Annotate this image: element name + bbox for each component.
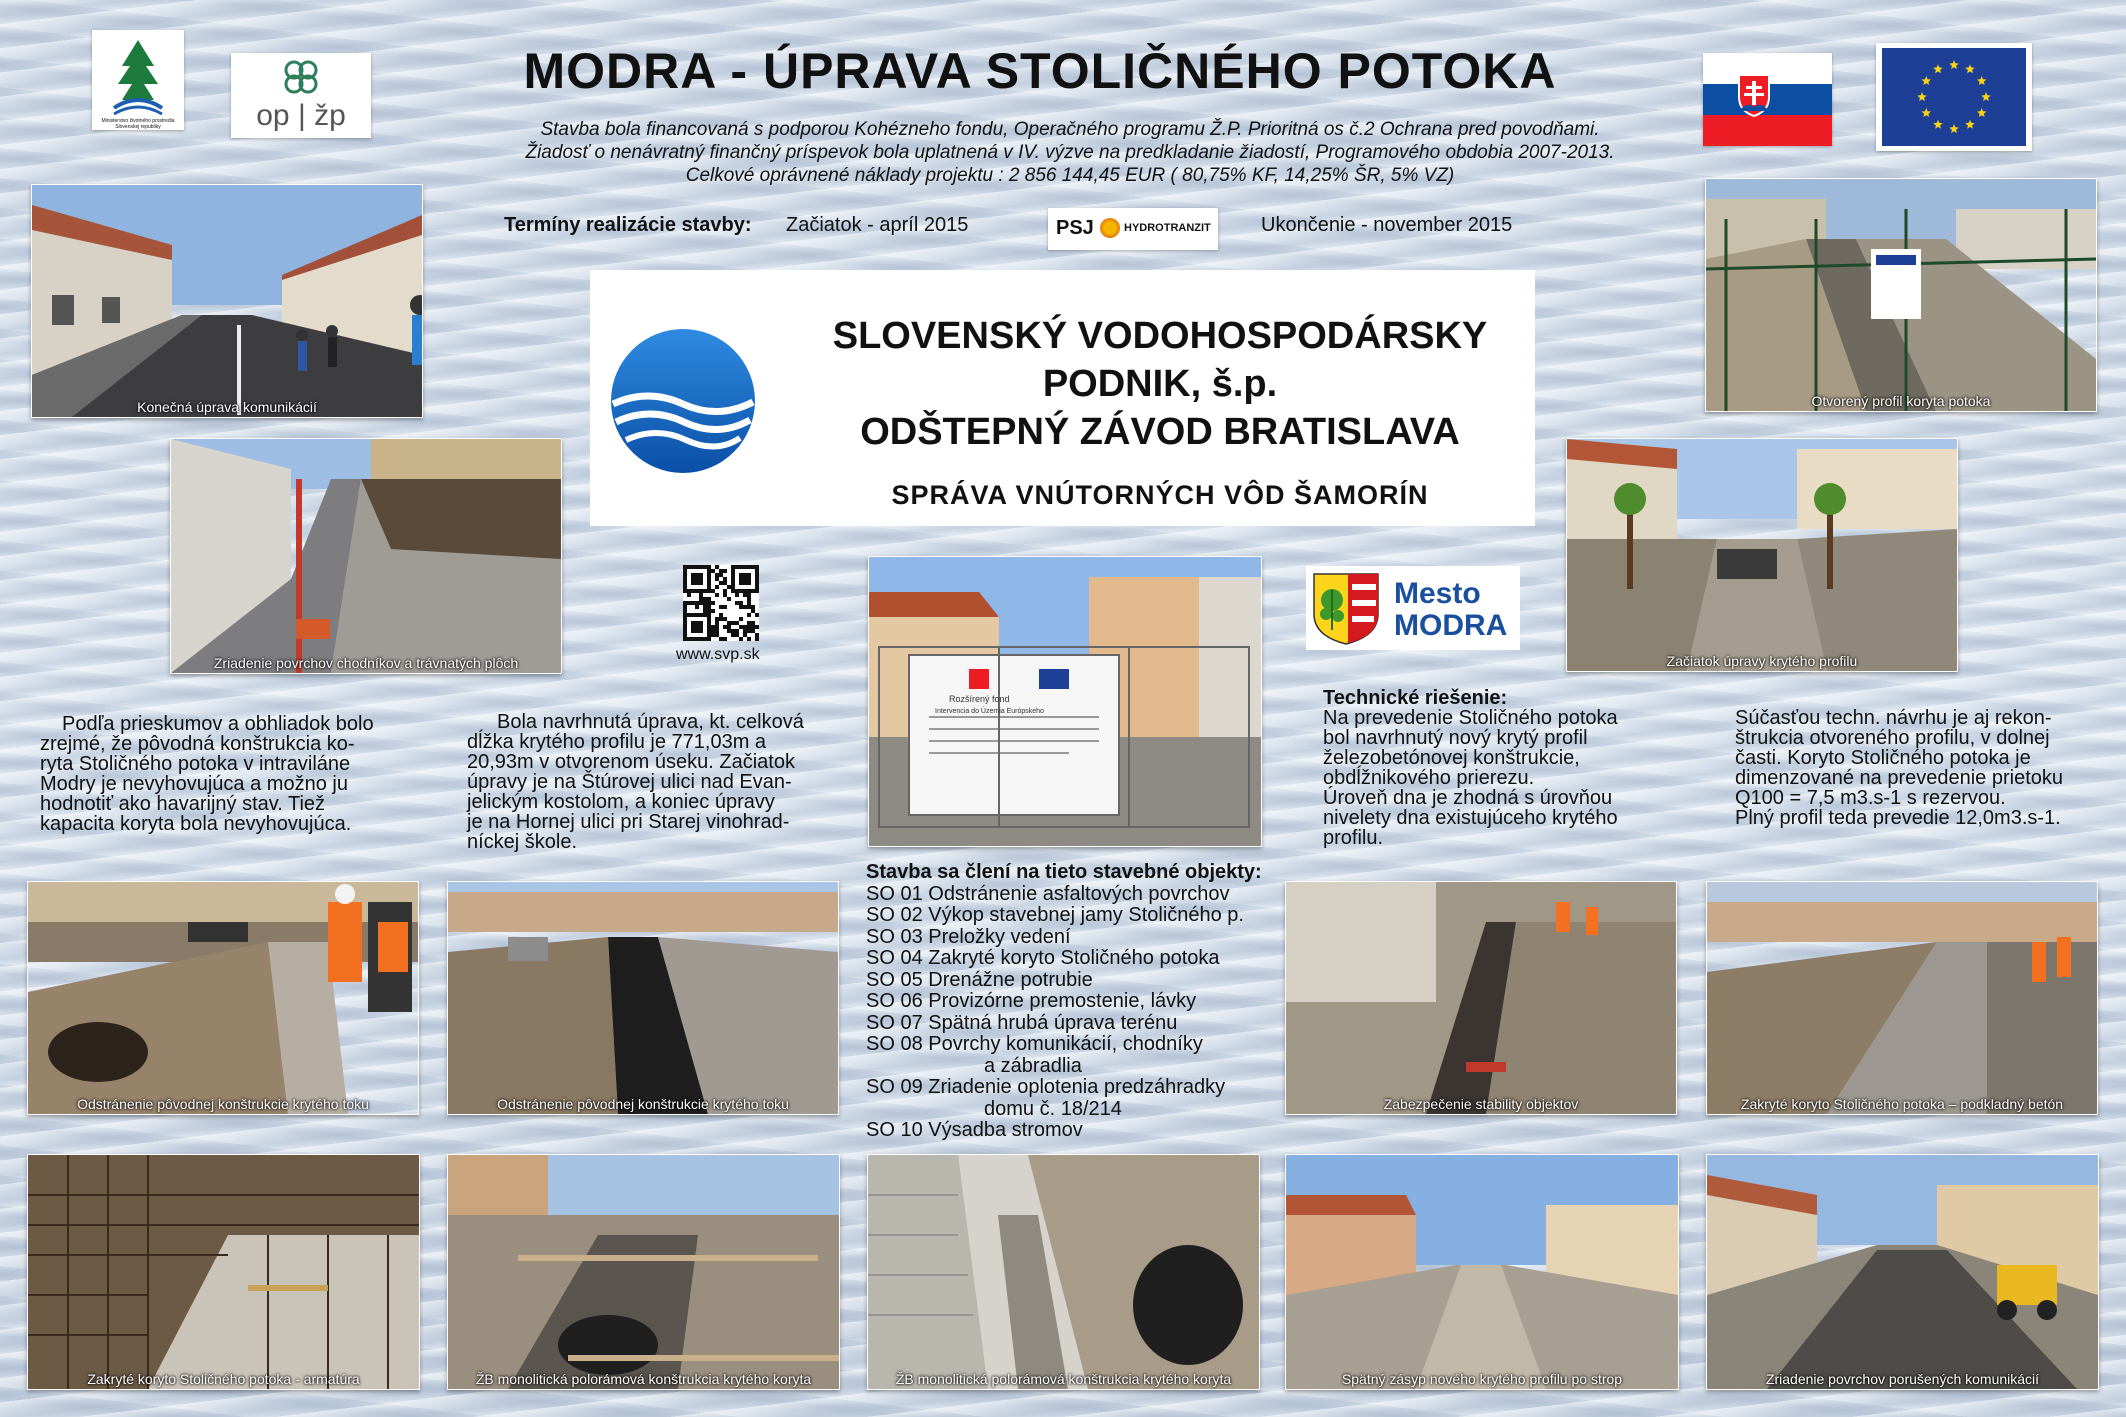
photo-frame-1 <box>447 1154 840 1390</box>
paragraph-technical: Technické riešenie: Na prevedenie Stoličného potoka bol navrhnutý nový krytý profil železobetónovej konštrukcie, obdĺžnikového prierezu. Úroveň dna je zhodná s úrovňou nivelety dna existujúceho krytého profilu. <box>1323 688 1653 848</box>
object-item: SO 07 Spätná hrubá úprava terénu <box>866 1011 1178 1034</box>
qr-code-icon <box>683 565 759 641</box>
caption-p5: Odstránenie pôvodnej konštrukcie krytého toku <box>77 1096 369 1112</box>
photo-backfill <box>1285 1154 1679 1390</box>
sign-subtitle: Intervencia do Územia Európskeho <box>935 708 1044 715</box>
caption-p8: Zakryté koryto Stoličného potoka – podkladný betón <box>1740 1096 2064 1112</box>
photo-stability <box>1285 881 1677 1115</box>
slovak-flag <box>1703 53 1832 146</box>
photo-concrete-base <box>1706 881 2098 1115</box>
caption-p4: Začiatok úpravy krytého profilu <box>1666 653 1858 669</box>
objects-header: Stavba sa člení na tieto stavebné objekty: <box>866 861 1262 883</box>
photo-road-surface <box>1706 1154 2099 1390</box>
caption-p6: Odstránenie pôvodnej konštrukcie krytého toku <box>497 1096 789 1112</box>
mesto-modra-logo: Mesto MODRA <box>1306 566 1520 650</box>
photo-sidewalk <box>170 438 562 674</box>
op-zp-logo: op | žp <box>231 53 371 138</box>
paragraph-capacity: Súčasťou techn. návrhu je aj rekon- štrukcia otvoreného profilu, v dolnej časti. Koryto Stoličného potoka je dimenzované na prevedenie prietoku Q100 = 7,5 m3.s-1 s rezervou. Plný profil teda prevedie 12,0m3.s-1. <box>1735 707 2063 829</box>
ministry-logo: Ministerstvo životného prostredia Slovenskej republiky <box>92 30 184 130</box>
object-item: SO 03 Preložky vedení <box>866 925 1071 948</box>
eu-stars-icon <box>1876 43 2032 151</box>
object-item: SO 02 Výkop stavebnej jamy Stoličného p. <box>866 904 1244 926</box>
caption-p12: Spätný zásyp nového krytého profilu po strop <box>1341 1371 1623 1387</box>
modra-coat-of-arms-icon <box>1310 570 1382 646</box>
funding-intro <box>380 118 1760 187</box>
qr-code <box>683 565 759 641</box>
object-item: SO 04 Zakryté koryto Stoličného potoka <box>866 947 1220 969</box>
svp-website-link[interactable]: www.svp.sk <box>676 646 760 663</box>
caption-p13: Zriadenie povrchov porušených komunikácií <box>1765 1371 2040 1387</box>
object-item: SO 09 Zriadenie oplotenia predzáhradky <box>866 1076 1226 1098</box>
object-item: SO 01 Odstránenie asfaltových povrchov <box>866 882 1230 905</box>
caption-p9: Zakryté koryto Stoličného potoka - armatúra <box>87 1371 360 1387</box>
object-item: a zábradlia <box>984 1054 1082 1077</box>
construction-objects-list <box>866 862 1262 1142</box>
terms-label: Termíny realizácie stavby: <box>504 214 752 236</box>
terms-end: Ukončenie - november 2015 <box>1261 214 1513 236</box>
object-item: SO 05 Drenážne potrubie <box>866 968 1093 991</box>
svp-water-icon <box>608 326 758 476</box>
photo-project-sign <box>868 556 1262 847</box>
photo-open-channel <box>1705 178 2097 412</box>
slovak-coat-of-arms-icon <box>1737 73 1771 117</box>
object-item: domu č. 18/214 <box>984 1097 1122 1120</box>
object-item: SO 06 Provizórne premostenie, lávky <box>866 990 1197 1012</box>
object-item: SO 10 Výsadba stromov <box>866 1119 1083 1141</box>
technical-heading: Technické riešenie: <box>1323 687 1508 709</box>
paragraph-design: Bola navrhnutá úprava, kt. celková dĺžka krytého profilu je 771,03m a 20,93m v otvorenom úseku. Začiatok úpravy je na Štúrovej ulici nad Evan- jelickým kostolom, a koniec úpravy je na Hornej ulici pri Starej vinohrad- níckej škole. <box>467 711 804 853</box>
object-item: SO 08 Povrchy komunikácií, chodníky <box>866 1033 1203 1055</box>
intro-line-1: Stavba bola financovaná s podporou Kohézneho fondu, Operačného programu Ž.P. Prioritná os č.2 Ochrana pred povodňami. <box>540 119 1600 140</box>
psj-logo: PSJ HYDROTRANZIT <box>1048 208 1218 250</box>
caption-p10: ŽB monolitická polorámová konštrukcia krytého koryta <box>475 1371 812 1387</box>
sign-title: Rozšírený fond <box>949 694 1010 704</box>
caption-p11: ŽB monolitická polorámová konštrukcia krytého koryta <box>895 1371 1232 1387</box>
photo-removal-1 <box>27 881 419 1115</box>
photo-removal-2 <box>447 881 839 1115</box>
photo-covered-start <box>1566 438 1958 672</box>
paragraph-condition: Podľa prieskumov a obhliadok bolo zrejmé, že pôvodná konštrukcia ko- ryta Stoličného potoka v intraviláne Modry je nevyhovujúca a možno ju hodnotiť ako havarijný stav. Tiež kapacita koryta bola nevyhovujúca. <box>40 713 374 835</box>
intro-line-3: Celkové oprávnené náklady projektu : 2 856 144,45 EUR ( 80,75% KF, 14,25% ŠR, 5% VZ) <box>685 165 1455 186</box>
psj-emblem-icon <box>1100 218 1120 238</box>
terms-start: Začiatok - apríl 2015 <box>786 214 969 236</box>
caption-p7: Zabezpečenie stability objektov <box>1383 1096 1579 1112</box>
ministry-tree-icon <box>92 30 184 130</box>
svp-name: SLOVENSKÝ VODOHOSPODÁRSKY PODNIK, š.p. ODŠTEPNÝ ZÁVOD BRATISLAVA <box>832 315 1488 453</box>
clover-icon <box>231 53 371 103</box>
intro-line-2: Žiadosť o nenávratný finančný príspevok bola uplatnená v IV. výzve na predkladanie žiadostí, Programového obdobia 2007-2013. <box>525 142 1615 163</box>
photo-rebar <box>27 1154 420 1390</box>
caption-p2: Zriadenie povrchov chodníkov a trávnatých plôch <box>213 655 519 671</box>
page-title: MODRA - ÚPRAVA STOLIČNÉHO POTOKA <box>523 43 1557 99</box>
caption-p1: Konečná úprava komunikácií <box>137 399 317 415</box>
photo-street-final <box>31 184 423 418</box>
svp-department: SPRÁVA VNÚTORNÝCH VÔD ŠAMORÍN <box>891 480 1429 510</box>
photo-frame-2 <box>867 1154 1260 1390</box>
caption-p3: Otvorený profil koryta potoka <box>1811 393 1991 409</box>
eu-flag <box>1876 43 2032 151</box>
